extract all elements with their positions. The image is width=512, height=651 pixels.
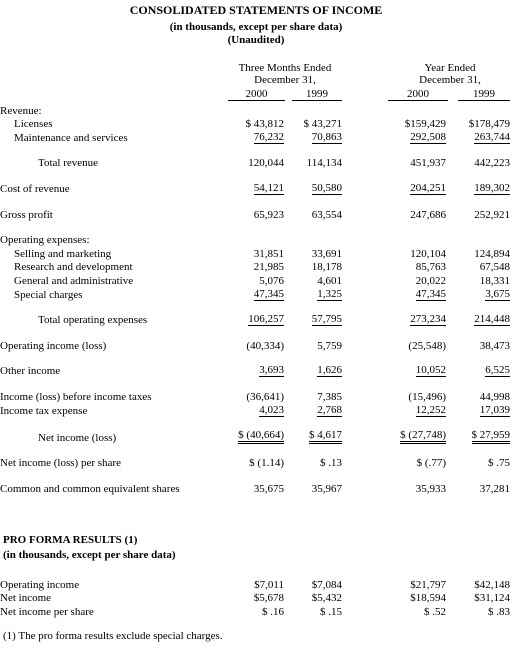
row-value: [286, 144, 344, 156]
row-value: [448, 233, 512, 247]
row-label: [0, 326, 226, 338]
row-value: [286, 352, 344, 364]
spacer-row: [0, 221, 512, 233]
row-value: [448, 377, 512, 389]
row-value: [344, 260, 448, 274]
cell-text: 3,675: [485, 287, 510, 300]
row-value: [226, 429, 286, 444]
row-value: [448, 417, 512, 429]
cell-text: 451,937: [410, 157, 446, 170]
column-group-label: Year Ended: [424, 62, 476, 74]
cell-text: 114,134: [306, 157, 342, 170]
row-value: [226, 301, 286, 313]
row-value: [286, 403, 344, 417]
row-value: [226, 144, 286, 156]
table-row: [0, 591, 512, 605]
row-value: [344, 273, 448, 287]
row-value: [344, 403, 448, 417]
cell-text: 120,104: [410, 247, 446, 260]
column-year-header: 2000: [228, 88, 285, 101]
cell-text: $178,479: [468, 118, 510, 131]
row-value: [226, 417, 286, 429]
row-value: [344, 313, 448, 327]
cell-text: 31,851: [253, 247, 284, 260]
table-row: [0, 260, 512, 274]
cell-text: 214,448: [474, 313, 510, 326]
row-value: $5,432: [311, 592, 342, 605]
table-row: [0, 287, 512, 301]
column-year-header: 1999: [292, 88, 342, 101]
row-value: [344, 130, 448, 144]
row-label: [0, 417, 226, 429]
row-value: [226, 103, 286, 117]
row-value: [226, 444, 286, 456]
row-value: [448, 469, 512, 481]
row-label: Operating income (loss): [0, 339, 107, 352]
row-label: Common and common equivalent shares: [0, 482, 180, 495]
row-value: [344, 207, 448, 221]
row-value: $ .16: [262, 605, 284, 618]
row-value: [286, 326, 344, 338]
row-value: [226, 195, 286, 207]
table-row: [0, 313, 512, 327]
row-label: [0, 469, 226, 481]
table-row: [0, 389, 512, 403]
row-value: [226, 377, 286, 389]
cell-text: 4,601: [317, 274, 342, 287]
statement-title: CONSOLIDATED STATEMENTS OF INCOME: [129, 3, 383, 17]
spacer-row: [0, 326, 512, 338]
row-value: [286, 338, 344, 352]
row-value: [226, 260, 286, 274]
row-label: Operating expenses:: [0, 234, 90, 247]
row-value: [286, 221, 344, 233]
row-value: [344, 326, 448, 338]
table-row: [0, 429, 512, 444]
statement-note: (Unaudited): [227, 34, 285, 46]
cell-text: 44,998: [479, 390, 510, 403]
row-value: $5,678: [253, 592, 284, 605]
row-value: [344, 389, 448, 403]
cell-text: (15,496): [408, 390, 446, 403]
row-label: [0, 144, 226, 156]
row-label: Operating income: [0, 578, 80, 591]
table-row: [0, 103, 512, 117]
row-value: [226, 246, 286, 260]
row-value: [344, 469, 448, 481]
statement-subtitle: (in thousands, except per share data): [169, 21, 343, 33]
row-value: [226, 352, 286, 364]
row-label: Maintenance and services: [14, 131, 128, 144]
row-value: [448, 221, 512, 233]
row-value: [448, 156, 512, 170]
row-value: [286, 246, 344, 260]
row-value: [448, 301, 512, 313]
cell-text: 10,052: [415, 364, 446, 377]
spacer-row: [0, 301, 512, 313]
row-value: [286, 444, 344, 456]
row-value: $ .83: [488, 605, 510, 618]
row-value: [286, 429, 344, 444]
row-value: [448, 144, 512, 156]
spacer-row: [0, 352, 512, 364]
row-value: [286, 233, 344, 247]
row-label: Net income (loss): [38, 431, 117, 444]
table-row: [0, 130, 512, 144]
cell-text: 65,923: [253, 208, 284, 221]
row-value: [448, 260, 512, 274]
row-value: [448, 117, 512, 131]
cell-text: $ .75: [488, 457, 510, 470]
cell-text: (25,548): [408, 339, 446, 352]
cell-text: 3,693: [259, 364, 284, 377]
row-value: [344, 287, 448, 301]
row-label: Total operating expenses: [38, 314, 148, 327]
cell-text: 6,525: [485, 364, 510, 377]
row-value: [344, 377, 448, 389]
row-value: [226, 130, 286, 144]
row-value: [226, 117, 286, 131]
spacer-row: [0, 144, 512, 156]
cell-text: 2,768: [317, 403, 342, 416]
cell-text: $ 27,959: [472, 429, 511, 444]
row-value: $21,797: [410, 578, 446, 591]
row-label: Net income (loss) per share: [0, 457, 121, 470]
table-row: [0, 273, 512, 287]
cell-text: 47,345: [253, 287, 284, 300]
cell-text: 70,863: [311, 130, 342, 143]
row-value: [448, 352, 512, 364]
cell-text: 35,675: [253, 482, 284, 495]
cell-text: $ .13: [320, 457, 342, 470]
income-statement-table: [0, 103, 512, 495]
cell-text: 124,894: [474, 247, 510, 260]
row-value: [448, 364, 512, 378]
cell-text: 35,967: [311, 482, 342, 495]
column-group-sublabel: December 31,: [419, 74, 481, 86]
cell-text: 17,039: [479, 403, 510, 416]
row-value: [344, 444, 448, 456]
row-value: [344, 156, 448, 170]
cell-text: 47,345: [415, 287, 446, 300]
row-value: [286, 156, 344, 170]
row-value: [286, 273, 344, 287]
cell-text: 252,921: [474, 208, 510, 221]
row-value: [448, 169, 512, 181]
row-value: [344, 417, 448, 429]
row-label: Cost of revenue: [0, 182, 70, 195]
column-group-label: Three Months Ended: [238, 62, 332, 74]
table-row: [0, 233, 512, 247]
row-label: [0, 301, 226, 313]
cell-text: 21,985: [253, 261, 284, 274]
column-year-header: 1999: [458, 88, 510, 101]
row-value: [448, 456, 512, 470]
table-row: [0, 364, 512, 378]
row-value: [448, 444, 512, 456]
row-value: [226, 156, 286, 170]
spacer-row: [0, 377, 512, 389]
row-value: [344, 195, 448, 207]
row-value: [286, 481, 344, 495]
column-year-header: 2000: [388, 88, 448, 101]
table-row: [0, 181, 512, 195]
cell-text: 33,691: [311, 247, 342, 260]
cell-text: 5,076: [259, 274, 284, 287]
table-row: [0, 338, 512, 352]
row-value: [344, 481, 448, 495]
row-value: [226, 338, 286, 352]
row-label: [0, 221, 226, 233]
row-value: [286, 103, 344, 117]
row-label: Other income: [0, 365, 61, 378]
row-value: [286, 377, 344, 389]
cell-text: 67,548: [479, 261, 510, 274]
row-value: [286, 313, 344, 327]
column-group-sublabel: December 31,: [254, 74, 316, 86]
cell-text: 263,744: [474, 130, 510, 143]
row-value: [286, 301, 344, 313]
row-value: [226, 389, 286, 403]
cell-text: $ 4,617: [309, 429, 342, 444]
row-label: Special charges: [14, 288, 83, 301]
row-value: [286, 130, 344, 144]
row-value: [344, 338, 448, 352]
cell-text: 54,121: [253, 181, 284, 194]
row-value: [226, 364, 286, 378]
row-value: [448, 338, 512, 352]
cell-text: 1,626: [317, 364, 342, 377]
row-value: [226, 326, 286, 338]
row-value: [286, 181, 344, 195]
cell-text: 204,251: [410, 181, 446, 194]
row-label: Net income per share: [0, 605, 94, 618]
cell-text: $ (1.14): [249, 457, 284, 470]
row-value: [286, 364, 344, 378]
row-value: [286, 389, 344, 403]
cell-text: 273,234: [410, 313, 446, 326]
cell-text: $ (.77): [416, 457, 446, 470]
spacer-row: [0, 469, 512, 481]
row-value: [448, 130, 512, 144]
spacer-row: [0, 417, 512, 429]
row-label: Gross profit: [0, 208, 53, 221]
row-label: Income (loss) before income taxes: [0, 390, 152, 403]
pro-forma-subtitle: (in thousands, except per share data): [3, 549, 176, 561]
row-label: [0, 444, 226, 456]
row-value: [344, 233, 448, 247]
row-value: [226, 403, 286, 417]
row-value: [226, 233, 286, 247]
cell-text: (36,641): [246, 390, 284, 403]
cell-text: 4,023: [259, 403, 284, 416]
table-row: [0, 403, 512, 417]
row-value: [448, 313, 512, 327]
row-value: [448, 389, 512, 403]
row-value: [286, 260, 344, 274]
cell-text: 120,044: [248, 157, 284, 170]
row-value: [344, 103, 448, 117]
row-value: [226, 207, 286, 221]
row-value: [286, 195, 344, 207]
cell-text: 5,759: [317, 339, 342, 352]
row-label: General and administrative: [14, 274, 134, 287]
cell-text: 18,178: [311, 261, 342, 274]
table-row: [0, 456, 512, 470]
cell-text: 7,385: [317, 390, 342, 403]
row-value: [286, 469, 344, 481]
row-label: [0, 352, 226, 364]
row-value: [344, 246, 448, 260]
table-row: [0, 481, 512, 495]
row-value: [226, 169, 286, 181]
row-value: [344, 169, 448, 181]
pro-forma-body: [0, 577, 512, 618]
row-label: Licenses: [14, 118, 53, 131]
row-value: [344, 301, 448, 313]
row-value: [226, 221, 286, 233]
row-value: $7,011: [254, 578, 284, 591]
row-value: [344, 456, 448, 470]
table-row: [0, 207, 512, 221]
cell-text: 442,223: [474, 157, 510, 170]
cell-text: (40,334): [246, 339, 284, 352]
cell-text: 38,473: [479, 339, 510, 352]
row-value: [286, 169, 344, 181]
row-label: Net income: [0, 592, 52, 605]
row-label: Revenue:: [0, 104, 42, 117]
cell-text: 247,686: [410, 208, 446, 221]
cell-text: 292,508: [410, 130, 446, 143]
table-row: [0, 117, 512, 131]
row-value: [344, 144, 448, 156]
footnote: (1) The pro forma results exclude special charges.: [3, 630, 223, 642]
row-value: [448, 481, 512, 495]
row-value: [448, 207, 512, 221]
cell-text: $ (40,664): [238, 429, 284, 444]
row-label: Income tax expense: [0, 404, 88, 417]
cell-text: 35,933: [415, 482, 446, 495]
row-value: [286, 117, 344, 131]
row-label: [0, 169, 226, 181]
row-value: [448, 273, 512, 287]
row-value: [226, 287, 286, 301]
cell-text: 18,331: [479, 274, 510, 287]
row-value: [226, 481, 286, 495]
row-value: [448, 181, 512, 195]
table-row: [0, 577, 512, 591]
spacer-row: [0, 169, 512, 181]
row-value: [286, 207, 344, 221]
row-value: [286, 287, 344, 301]
cell-text: 63,554: [311, 208, 342, 221]
row-value: [226, 273, 286, 287]
table-row: [0, 604, 512, 618]
cell-text: 189,302: [474, 181, 510, 194]
row-value: [286, 417, 344, 429]
row-value: [344, 352, 448, 364]
spacer-row: [0, 444, 512, 456]
column-group-header-three-months: [226, 62, 344, 86]
row-value: [448, 195, 512, 207]
cell-text: 57,795: [311, 313, 342, 326]
cell-text: 76,232: [253, 130, 284, 143]
column-group-header-year: [388, 62, 512, 86]
table-row: [0, 246, 512, 260]
row-value: [344, 181, 448, 195]
row-label: [0, 377, 226, 389]
row-value: [344, 429, 448, 444]
row-label: Selling and marketing: [14, 247, 112, 260]
row-value: [226, 313, 286, 327]
row-label: Research and development: [14, 261, 133, 274]
income-statement-body: [0, 103, 512, 495]
cell-text: 37,281: [479, 482, 510, 495]
row-value: [226, 181, 286, 195]
row-value: [226, 456, 286, 470]
cell-text: $ 43,271: [303, 118, 342, 131]
row-value: [448, 103, 512, 117]
cell-text: 20,022: [415, 274, 446, 287]
row-value: $ .15: [320, 605, 342, 618]
row-value: $31,124: [474, 592, 510, 605]
cell-text: 106,257: [248, 313, 284, 326]
row-value: [448, 326, 512, 338]
row-value: [448, 246, 512, 260]
cell-text: $ (27,748): [400, 429, 446, 444]
cell-text: 50,580: [311, 181, 342, 194]
row-value: [448, 403, 512, 417]
cell-text: 12,252: [415, 403, 446, 416]
row-value: [448, 287, 512, 301]
spacer-row: [0, 195, 512, 207]
row-value: $42,148: [474, 578, 510, 591]
cell-text: 1,325: [317, 287, 342, 300]
row-value: [226, 469, 286, 481]
row-label: Total revenue: [38, 157, 99, 170]
cell-text: 85,763: [415, 261, 446, 274]
row-value: [344, 364, 448, 378]
row-value: [286, 456, 344, 470]
row-value: [448, 429, 512, 444]
pro-forma-table: [0, 577, 512, 618]
cell-text: $159,429: [404, 118, 446, 131]
row-label: [0, 195, 226, 207]
pro-forma-title: PRO FORMA RESULTS (1): [3, 534, 138, 546]
row-value: [344, 221, 448, 233]
cell-text: $ 43,812: [245, 118, 284, 131]
row-value: $7,084: [311, 578, 342, 591]
row-value: $ .52: [424, 605, 446, 618]
table-row: [0, 156, 512, 170]
row-value: [344, 117, 448, 131]
row-value: $18,594: [410, 592, 446, 605]
